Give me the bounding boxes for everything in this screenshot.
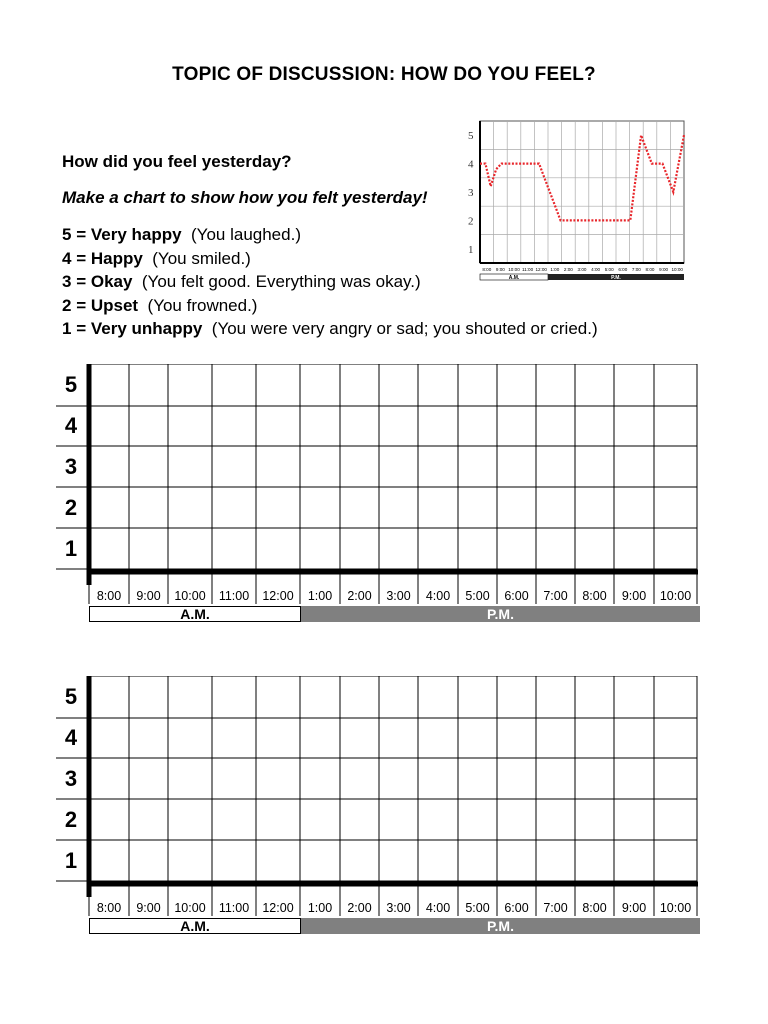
grid-cell[interactable] bbox=[614, 406, 654, 446]
grid-cell[interactable] bbox=[340, 758, 379, 799]
scale-number: 5 bbox=[62, 225, 72, 244]
grid-cell[interactable] bbox=[168, 364, 212, 406]
grid-cell[interactable] bbox=[497, 758, 536, 799]
grid-cell[interactable] bbox=[300, 758, 340, 799]
grid-cell[interactable] bbox=[497, 406, 536, 446]
grid-cell[interactable] bbox=[129, 446, 168, 487]
grid-cell[interactable] bbox=[536, 446, 575, 487]
sample-time-label: 12:00 bbox=[535, 267, 547, 272]
grid-cell[interactable] bbox=[418, 364, 458, 406]
time-label: 11:00 bbox=[218, 901, 250, 915]
grid-cell[interactable] bbox=[168, 718, 212, 758]
grid-cell[interactable] bbox=[300, 487, 340, 528]
grid-cell[interactable] bbox=[300, 718, 340, 758]
grid-cell[interactable] bbox=[340, 406, 379, 446]
grid-cell[interactable] bbox=[212, 364, 256, 406]
sample-time-label: 11:00 bbox=[522, 267, 534, 272]
sample-time-label: 6:00 bbox=[618, 267, 628, 272]
grid-cell[interactable] bbox=[418, 528, 458, 569]
grid-cell[interactable] bbox=[379, 758, 418, 799]
sample-time-label: 9:00 bbox=[495, 267, 505, 272]
grid-cell[interactable] bbox=[212, 528, 256, 569]
grid-cell[interactable] bbox=[497, 528, 536, 569]
time-label: 8:00 bbox=[582, 589, 607, 603]
grid-cell[interactable] bbox=[654, 446, 697, 487]
example-mood-chart bbox=[464, 116, 690, 286]
grid-cell[interactable] bbox=[575, 364, 614, 406]
grid-cell[interactable] bbox=[256, 364, 300, 406]
scale-number: 2 bbox=[62, 295, 72, 315]
grid-cell[interactable] bbox=[300, 528, 340, 569]
grid-cell[interactable] bbox=[654, 840, 697, 881]
y-label-1: 1 bbox=[64, 535, 78, 561]
grid-cell[interactable] bbox=[497, 799, 536, 840]
grid-cell[interactable] bbox=[256, 406, 300, 446]
grid-cell[interactable] bbox=[168, 528, 212, 569]
grid-cell[interactable] bbox=[614, 676, 654, 718]
scale-item-5: 5 = Very happy (You laughed.) bbox=[62, 225, 301, 244]
grid-cell[interactable] bbox=[89, 676, 129, 718]
grid-cell[interactable] bbox=[89, 406, 129, 446]
time-label: 5:00 bbox=[465, 589, 490, 603]
time-label: 4:00 bbox=[425, 901, 451, 915]
time-label: 10:00 bbox=[174, 901, 206, 915]
grid-cell[interactable] bbox=[340, 364, 379, 406]
grid-cell[interactable] bbox=[168, 799, 212, 840]
y-label-5: 5 bbox=[64, 684, 78, 709]
grid-cell[interactable] bbox=[168, 840, 212, 881]
sample-y-tick: 1 bbox=[468, 243, 474, 256]
sample-time-label: 4:00 bbox=[591, 267, 601, 272]
grid-cell[interactable] bbox=[129, 799, 168, 840]
scale-description: (You felt good. Everything was okay.) bbox=[141, 272, 421, 291]
grid-cell[interactable] bbox=[379, 799, 418, 840]
sample-y-tick: 3 bbox=[468, 187, 474, 199]
grid-cell[interactable] bbox=[256, 758, 300, 799]
grid-cell[interactable] bbox=[379, 676, 418, 718]
grid-cell[interactable] bbox=[418, 406, 458, 446]
y-label-1: 1 bbox=[64, 847, 78, 873]
grid-cell[interactable] bbox=[129, 364, 168, 406]
grid-cell[interactable] bbox=[575, 446, 614, 487]
time-label: 9:00 bbox=[136, 589, 161, 603]
grid-cell[interactable] bbox=[575, 799, 614, 840]
grid-cell[interactable] bbox=[614, 799, 654, 840]
grid-cell[interactable] bbox=[89, 364, 129, 406]
scale-description: (You frowned.) bbox=[147, 295, 258, 315]
grid-cell[interactable] bbox=[300, 676, 340, 718]
time-label: 3:00 bbox=[386, 589, 411, 603]
grid-cell[interactable] bbox=[497, 487, 536, 528]
time-label: 10:00 bbox=[659, 589, 692, 603]
sample-y-tick: 2 bbox=[468, 215, 474, 228]
scale-name: Very unhappy bbox=[90, 319, 203, 338]
grid-cell[interactable] bbox=[418, 758, 458, 799]
grid-cell[interactable] bbox=[256, 487, 300, 528]
grid-cell[interactable] bbox=[575, 676, 614, 718]
grid-cell[interactable] bbox=[536, 718, 575, 758]
grid-cell[interactable] bbox=[458, 446, 497, 487]
grid-cell[interactable] bbox=[256, 446, 300, 487]
grid-cell[interactable] bbox=[458, 364, 497, 406]
time-label: 7:00 bbox=[543, 589, 568, 603]
grid-cell[interactable] bbox=[212, 676, 256, 718]
grid-cell[interactable] bbox=[129, 676, 168, 718]
grid-cell[interactable] bbox=[654, 487, 697, 528]
grid-cell[interactable] bbox=[418, 676, 458, 718]
grid-cell[interactable] bbox=[654, 758, 697, 799]
grid-cell[interactable] bbox=[536, 799, 575, 840]
grid-cell[interactable] bbox=[536, 528, 575, 569]
instruction-text: Make a chart to show how you felt yesterday! bbox=[62, 188, 428, 207]
grid-cell[interactable] bbox=[418, 718, 458, 758]
time-label: 8:00 bbox=[582, 901, 607, 915]
sample-time-label: 5:00 bbox=[604, 267, 614, 272]
time-label: 9:00 bbox=[621, 589, 647, 603]
grid-cell[interactable] bbox=[89, 840, 129, 881]
sample-time-label: 3:00 bbox=[577, 267, 587, 272]
scale-item-2: 2 = Upset (You frowned.) bbox=[62, 295, 258, 315]
grid-cell[interactable] bbox=[300, 799, 340, 840]
sample-time-label: 8:00 bbox=[482, 267, 492, 272]
time-label: 1:00 bbox=[307, 901, 333, 915]
grid-cell[interactable] bbox=[340, 676, 379, 718]
grid-cell[interactable] bbox=[379, 364, 418, 406]
grid-cell[interactable] bbox=[379, 446, 418, 487]
grid-cell[interactable] bbox=[575, 528, 614, 569]
time-label: 9:00 bbox=[621, 901, 647, 915]
grid-cell[interactable] bbox=[340, 840, 379, 881]
grid-cell[interactable] bbox=[340, 487, 379, 528]
am-band: A.M. bbox=[89, 918, 301, 934]
grid-cell[interactable] bbox=[379, 487, 418, 528]
pm-band: P.M. bbox=[301, 918, 700, 934]
grid-cell[interactable] bbox=[340, 799, 379, 840]
grid-cell[interactable] bbox=[212, 446, 256, 487]
scale-description: (You laughed.) bbox=[191, 225, 301, 244]
time-label: 8:00 bbox=[96, 901, 122, 915]
grid-cell[interactable] bbox=[256, 799, 300, 840]
grid-cell[interactable] bbox=[129, 840, 168, 881]
grid-cell[interactable] bbox=[458, 799, 497, 840]
y-label-4: 4 bbox=[64, 413, 78, 438]
grid-cell[interactable] bbox=[212, 840, 256, 881]
grid-cell[interactable] bbox=[300, 446, 340, 487]
grid-cell[interactable] bbox=[458, 676, 497, 718]
y-label-4: 4 bbox=[64, 725, 78, 750]
grid-cell[interactable] bbox=[654, 718, 697, 758]
grid-cell[interactable] bbox=[575, 487, 614, 528]
grid-cell[interactable] bbox=[340, 446, 379, 487]
sample-time-label: 9:00 bbox=[659, 267, 669, 272]
grid-cell[interactable] bbox=[458, 487, 497, 528]
question-heading: How did you feel yesterday? bbox=[62, 152, 292, 171]
grid-cell[interactable] bbox=[458, 758, 497, 799]
sample-plot-frame bbox=[480, 121, 684, 263]
scale-number: 1 bbox=[62, 319, 72, 338]
sample-time-label: 2:00 bbox=[563, 267, 573, 272]
grid-cell[interactable] bbox=[89, 528, 129, 569]
grid-cell[interactable] bbox=[458, 840, 497, 881]
grid-cell[interactable] bbox=[497, 718, 536, 758]
grid-cell[interactable] bbox=[536, 676, 575, 718]
grid-cell[interactable] bbox=[129, 528, 168, 569]
time-label: 1:00 bbox=[307, 589, 333, 603]
grid-cell[interactable] bbox=[168, 676, 212, 718]
time-label: 6:00 bbox=[504, 901, 529, 915]
sample-pm-label: P.M. bbox=[611, 275, 621, 281]
time-label: 12:00 bbox=[262, 589, 294, 603]
grid-cell[interactable] bbox=[458, 718, 497, 758]
grid-cell[interactable] bbox=[168, 487, 212, 528]
scale-number: 3 bbox=[62, 272, 72, 291]
grid-cell[interactable] bbox=[256, 840, 300, 881]
scale-name: Okay bbox=[90, 272, 133, 291]
grid-cell[interactable] bbox=[256, 676, 300, 718]
example-chart-svg bbox=[464, 116, 690, 286]
mood-grid-1[interactable] bbox=[0, 364, 768, 624]
time-label: 11:00 bbox=[218, 589, 250, 603]
time-label: 7:00 bbox=[543, 901, 568, 915]
grid-cell[interactable] bbox=[379, 840, 418, 881]
time-label: 10:00 bbox=[174, 589, 206, 603]
grid-cell[interactable] bbox=[536, 758, 575, 799]
grid-cell[interactable] bbox=[340, 718, 379, 758]
time-label: 2:00 bbox=[347, 901, 372, 915]
time-label: 4:00 bbox=[425, 589, 451, 603]
scale-item-4: 4 = Happy (You smiled.) bbox=[62, 248, 251, 268]
grid-cell[interactable] bbox=[418, 446, 458, 487]
grid-cell[interactable] bbox=[300, 406, 340, 446]
page-title: TOPIC OF DISCUSSION: HOW DO YOU FEEL? bbox=[172, 64, 596, 85]
sample-time-label: 8:00 bbox=[645, 267, 655, 272]
grid-cell[interactable] bbox=[168, 446, 212, 487]
grid-cell[interactable] bbox=[614, 364, 654, 406]
grid-cell[interactable] bbox=[614, 528, 654, 569]
time-label: 2:00 bbox=[347, 589, 372, 603]
grid-cell[interactable] bbox=[654, 364, 697, 406]
grid-cell[interactable] bbox=[418, 487, 458, 528]
time-label: 12:00 bbox=[262, 901, 294, 915]
sample-time-label: 10:00 bbox=[508, 267, 520, 272]
grid-cell[interactable] bbox=[497, 676, 536, 718]
time-label: 8:00 bbox=[96, 589, 122, 603]
grid-cell[interactable] bbox=[497, 364, 536, 406]
sample-time-label: 1:00 bbox=[550, 267, 560, 272]
grid-cell[interactable] bbox=[256, 718, 300, 758]
am-band: A.M. bbox=[89, 606, 301, 622]
grid-cell[interactable] bbox=[256, 528, 300, 569]
grid-cell[interactable] bbox=[497, 446, 536, 487]
grid-cell[interactable] bbox=[614, 758, 654, 799]
grid-cell[interactable] bbox=[654, 528, 697, 569]
y-label-3: 3 bbox=[64, 765, 78, 791]
sample-y-tick: 4 bbox=[468, 158, 474, 171]
grid-cell[interactable] bbox=[89, 718, 129, 758]
grid-cell[interactable] bbox=[575, 758, 614, 799]
grid-cell[interactable] bbox=[458, 406, 497, 446]
grid-cell[interactable] bbox=[340, 528, 379, 569]
grid-cell[interactable] bbox=[89, 799, 129, 840]
grid-cell[interactable] bbox=[212, 799, 256, 840]
grid-svg bbox=[0, 676, 768, 916]
scale-name: Upset bbox=[90, 295, 139, 315]
y-label-2: 2 bbox=[64, 494, 78, 520]
scale-item-3: 3 = Okay (You felt good. Everything was okay.) bbox=[62, 272, 421, 291]
time-label: 10:00 bbox=[659, 901, 692, 915]
grid-cell[interactable] bbox=[536, 364, 575, 406]
grid-cell[interactable] bbox=[212, 406, 256, 446]
grid-cell[interactable] bbox=[536, 406, 575, 446]
grid-cell[interactable] bbox=[129, 718, 168, 758]
sample-am-label: A.M. bbox=[508, 275, 520, 281]
grid-cell[interactable] bbox=[654, 676, 697, 718]
grid-cell[interactable] bbox=[212, 487, 256, 528]
grid-cell[interactable] bbox=[458, 528, 497, 569]
grid-cell[interactable] bbox=[654, 406, 697, 446]
grid-cell[interactable] bbox=[300, 364, 340, 406]
grid-cell[interactable] bbox=[614, 840, 654, 881]
grid-cell[interactable] bbox=[168, 406, 212, 446]
y-label-5: 5 bbox=[64, 372, 78, 397]
grid-cell[interactable] bbox=[89, 487, 129, 528]
pm-band: P.M. bbox=[301, 606, 700, 622]
scale-description: (You were very angry or sad; you shouted or cried.) bbox=[211, 319, 598, 338]
sample-time-label: 7:00 bbox=[631, 267, 641, 272]
grid-cell[interactable] bbox=[212, 758, 256, 799]
grid-cell[interactable] bbox=[575, 840, 614, 881]
grid-cell[interactable] bbox=[575, 406, 614, 446]
grid-cell[interactable] bbox=[418, 799, 458, 840]
grid-cell[interactable] bbox=[168, 758, 212, 799]
grid-cell[interactable] bbox=[614, 446, 654, 487]
time-label: 9:00 bbox=[136, 901, 161, 915]
grid-cell[interactable] bbox=[614, 718, 654, 758]
scale-name: Very happy bbox=[90, 225, 182, 244]
scale-description: (You smiled.) bbox=[152, 248, 251, 268]
grid-cell[interactable] bbox=[536, 840, 575, 881]
y-label-2: 2 bbox=[64, 806, 78, 832]
sample-y-tick: 5 bbox=[468, 130, 474, 143]
sample-time-label: 10:00 bbox=[671, 267, 683, 272]
grid-cell[interactable] bbox=[379, 528, 418, 569]
scale-number: 4 bbox=[62, 248, 72, 268]
grid-cell[interactable] bbox=[129, 487, 168, 528]
grid-cell[interactable] bbox=[129, 758, 168, 799]
grid-cell[interactable] bbox=[654, 799, 697, 840]
grid-svg bbox=[0, 364, 768, 604]
scale-name: Happy bbox=[90, 248, 143, 268]
time-label: 5:00 bbox=[465, 901, 490, 915]
grid-cell[interactable] bbox=[418, 840, 458, 881]
grid-cell[interactable] bbox=[379, 406, 418, 446]
grid-cell[interactable] bbox=[575, 718, 614, 758]
y-label-3: 3 bbox=[64, 453, 78, 479]
grid-cell[interactable] bbox=[379, 718, 418, 758]
grid-cell[interactable] bbox=[614, 487, 654, 528]
grid-cell[interactable] bbox=[89, 446, 129, 487]
grid-cell[interactable] bbox=[89, 758, 129, 799]
grid-cell[interactable] bbox=[536, 487, 575, 528]
scale-item-1: 1 = Very unhappy (You were very angry or sad; you shouted or cried.) bbox=[62, 319, 598, 338]
time-label: 6:00 bbox=[504, 589, 529, 603]
time-label: 3:00 bbox=[386, 901, 411, 915]
grid-cell[interactable] bbox=[129, 406, 168, 446]
mood-grid-2[interactable] bbox=[0, 676, 768, 936]
grid-cell[interactable] bbox=[212, 718, 256, 758]
grid-cell[interactable] bbox=[497, 840, 536, 881]
grid-cell[interactable] bbox=[300, 840, 340, 881]
